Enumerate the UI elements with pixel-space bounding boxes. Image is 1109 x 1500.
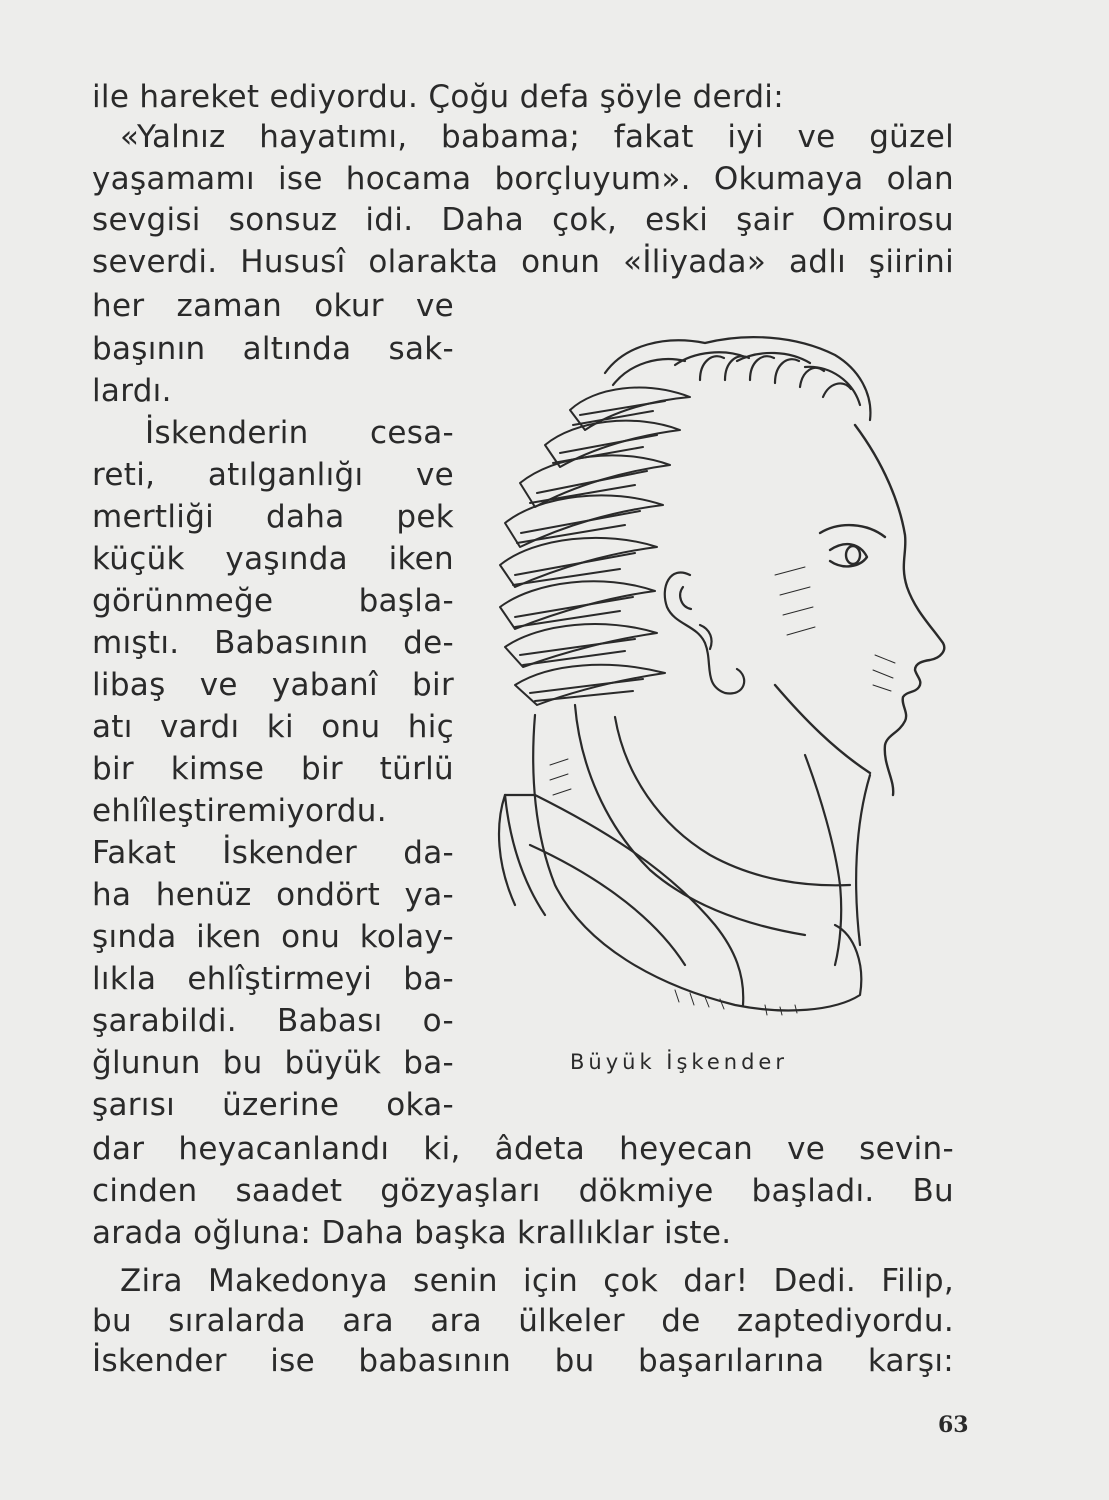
text-line: mertliği daha pek (92, 499, 454, 535)
text-line: cinden saadet gözyaşları dökmiye başladı. Bu (92, 1173, 954, 1209)
text-line: arada oğluna: Daha başka krallıklar iste. (92, 1215, 732, 1251)
text-line: yaşamamı ise hocama borçluyum». Okumaya olan (92, 161, 954, 197)
text-line: atı vardı ki onu hiç (92, 709, 454, 745)
text-line: severdi. Hususî olarakta onun «İliyada» adlı şiirini (92, 244, 954, 280)
text-line: lardı. (92, 373, 172, 409)
text-line: libaş ve yabanî bir (92, 667, 454, 703)
text-line: başının altında sak- (92, 331, 454, 367)
text-line: bu sıralarda ara ara ülkeler de zaptediyordu. (92, 1303, 954, 1339)
text-line: ehlîleştiremiyordu. (92, 793, 387, 829)
text-line: ile hareket ediyordu. Çoğu defa şöyle derdi: (92, 79, 784, 115)
ear-curl (665, 573, 744, 694)
text-line: ğlunun bu büyük ba- (92, 1045, 454, 1081)
text-line: İskenderin cesa- (145, 415, 454, 451)
text-line: şında iken onu kolay- (92, 919, 454, 955)
text-line: sevgisi sonsuz idi. Daha çok, eski şair Omirosu (92, 202, 954, 238)
text-line: küçük yaşında iken (92, 541, 454, 577)
illustration-caption: Büyük İşkender (570, 1050, 788, 1074)
text-line: reti, atılganlığı ve (92, 457, 454, 493)
text-line: Zira Makedonya senin için çok dar! Dedi. Filip, (120, 1263, 954, 1299)
text-line: lıkla ehlîştirmeyi ba- (92, 961, 454, 997)
drapery (499, 705, 870, 1015)
text-line: her zaman okur ve (92, 288, 454, 324)
text-line: bir kimse bir türlü (92, 751, 454, 787)
text-line: görünmeğe başla- (92, 583, 454, 619)
hair-locks (500, 388, 690, 705)
text-line: şarısı üzerine oka- (92, 1087, 454, 1123)
text-line: ha henüz ondört ya- (92, 877, 454, 913)
text-line: «Yalnız hayatımı, babama; fakat iyi ve güzel (120, 119, 954, 155)
text-line: İskender ise babasının bu başarılarına karşı: (92, 1343, 954, 1379)
page-number: 63 (938, 1412, 969, 1438)
text-line: Fakat İskender da- (92, 835, 454, 871)
text-line: şarabildi. Babası o- (92, 1003, 454, 1039)
text-line: dar heyacanlandı ki, âdeta heyecan ve sevin- (92, 1131, 954, 1167)
hair-curls (605, 337, 870, 420)
text-line: mıştı. Babasının de- (92, 625, 454, 661)
face-profile (775, 425, 944, 795)
alexander-portrait-illustration (475, 325, 965, 1045)
